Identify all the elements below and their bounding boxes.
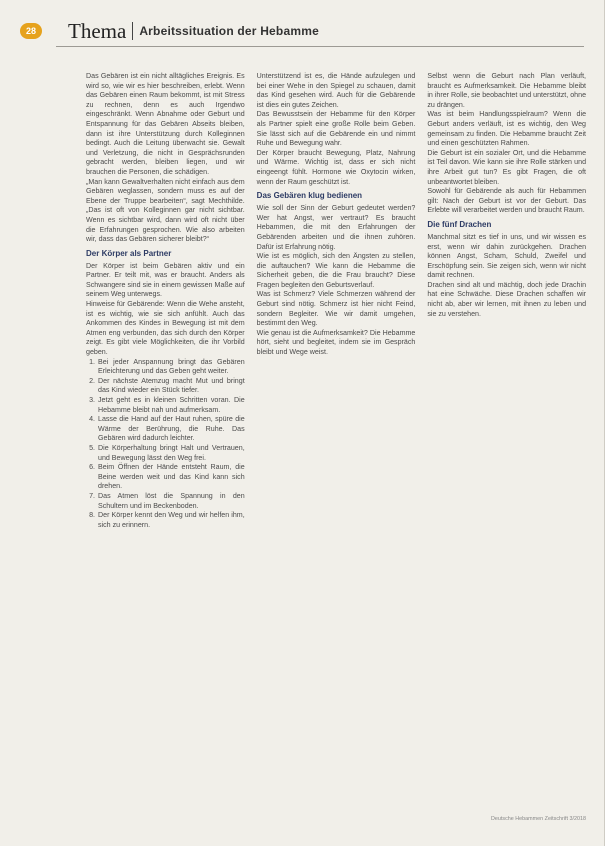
section-title: Arbeitssituation der Hebamme bbox=[139, 24, 319, 38]
topic-heading: Thema bbox=[68, 19, 127, 43]
subheading: Der Körper als Partner bbox=[86, 248, 172, 258]
paragraph: Selbst wenn die Geburt nach Plan verläuft, braucht es Aufmerksamkeit. Die Hebamme bleibt in ihrer Rolle, sie beobachtet und unterstützt, ohne zu drängen. bbox=[427, 72, 587, 109]
paragraph: Hinweise für Gebärende: Wenn die Wehe ansteht, ist es wichtig, wie sie sich anfühlt. Auch das Ankommen des Kindes in Bewegung ist mit dem Atmen eng verbunden, das sich durch den Körper zeigt. Es gibt viele Möglichkeiten, die ihr Vorbild geben. bbox=[86, 300, 245, 357]
column-1 bbox=[86, 72, 245, 810]
numbered-list bbox=[86, 358, 245, 531]
list-item: 4. Lasse die Hand auf der Haut ruhen, spüre die Wärme der Berührung, die Ruhe. Das Gebären wird dadurch leichter. bbox=[97, 415, 245, 444]
paragraph: Drachen sind alt und mächtig, doch jede Drachin hat eine Schwäche. Diese Drachen schaffen wir nicht ab, aber wir lernen, mit ihnen zu leben und sie zu verstehen. bbox=[427, 280, 587, 318]
article-columns bbox=[86, 72, 586, 810]
paragraph: Was ist beim Handlungsspielraum? Wenn die Geburt anders verläuft, ist es wichtig, den Weg gemeinsam zu finden. Die Hebamme braucht Zeit und einen geschützten Rahmen. bbox=[427, 110, 587, 148]
paragraph: Sowohl für Gebärende als auch für Hebammen gilt: Nach der Geburt ist vor der Geburt. Das Erlebte will verarbeitet werden und braucht Raum. bbox=[427, 187, 587, 215]
list-item: 8. Der Körper kennt den Weg und wir helfen ihm, sich zu erinnern. bbox=[97, 511, 245, 530]
paragraph: Manchmal sitzt es tief in uns, und wir wissen es erst, wenn wir dahin zurückgehen. Drachen können Angst, Scham, Schuld, Zweifel und Erschöpfung sein. Sie zeigen sich, wenn wir nicht damit rechnen. bbox=[427, 232, 587, 280]
list-item: 7. Das Atmen löst die Spannung in den Schultern und im Beckenboden. bbox=[97, 492, 245, 511]
paragraph: Unterstützend ist es, die Hände aufzulegen und bei einer Wehe in den Spiegel zu schauen, damit das Kind gesehen wird. Auch für die Gebärende ist dies ein gutes Zeichen. bbox=[256, 72, 416, 109]
paragraph: Das Bewusstsein der Hebamme für den Körper als Partner spielt eine große Rolle beim Geben. Sie lässt sich auf die Gebärende ein und nimmt Ruhe und Bewegung wahr. bbox=[256, 110, 416, 148]
page-edge bbox=[604, 0, 605, 846]
list-item: 2. Der nächste Atemzug macht Mut und bringt das Kind wieder ein Stück tiefer. bbox=[97, 377, 245, 396]
list-item: 1. Bei jeder Anspannung bringt das Gebären Erleichterung und das Geben geht weiter. bbox=[97, 358, 245, 377]
header-separator bbox=[132, 22, 133, 40]
paragraph: „Man kann Gewaltverhalten nicht einfach aus dem Gebären weglassen, sondern muss es auf der Ebene der Truppe bearbeiten“, sagt Mechthilde. „Das ist oft von Kolleginnen gar nicht sichtbar. Wenn es sichtbar wird, dann wird oft nicht über die Erfahrungen gesprochen. Wie also arbeiten wir, dass das Gebären sicherer bleibt?“ bbox=[86, 177, 245, 244]
footer-note: Deutsche Hebammen Zeitschrift 3/2018 bbox=[491, 816, 586, 822]
paragraph: Der Körper ist beim Gebären aktiv und ein Partner. Er teilt mit, was er braucht. Anders als Schwangere sind sie in einem gewissen Maße auf seinem Weg unterwegs. bbox=[86, 261, 245, 299]
paragraph: Wie genau ist die Aufmerksamkeit? Die Hebamme hört, sieht und begleitet, indem sie im Gespräch bleibt und Wege weist. bbox=[256, 328, 416, 357]
page-number: 28 bbox=[20, 23, 42, 39]
page-header bbox=[20, 20, 584, 42]
subheading: Die fünf Drachen bbox=[427, 219, 492, 229]
paragraph: Wie ist es möglich, sich den Ängsten zu stellen, die auftauchen? Wie kann die Hebamme die Sicherheit geben, die die Frau braucht? Diese Fragen begleiten den Geburtsverlauf. bbox=[256, 252, 416, 289]
header-rule bbox=[56, 46, 584, 47]
paragraph: Wie soll der Sinn der Geburt gedeutet werden? Wer hat Angst, wer vertraut? Es braucht Hebammen, die mit den Erfahrungen der Gebärenden arbeiten und die ihnen zuhören. Dafür ist Erfahrung nötig. bbox=[256, 204, 416, 251]
column-2 bbox=[257, 72, 416, 810]
page-footer bbox=[86, 816, 586, 826]
column-3 bbox=[427, 72, 586, 810]
list-item: 3. Jetzt geht es in kleinen Schritten voran. Die Hebamme bleibt nah und aufmerksam. bbox=[97, 396, 245, 415]
paragraph: Was ist Schmerz? Viele Schmerzen während der Geburt sind nötig. Schmerz ist hier nicht Feind, sondern Begleiter. Wie wir damit umgehen, bestimmt den Weg. bbox=[256, 290, 416, 328]
paragraph: Das Gebären ist ein nicht alltägliches Ereignis. Es wird so, wie wir es hier beschreiben, erlebt. Wenn das Gebären einen Raum bekommt, ist mit Stress zu rechnen, denn es auch Irgendwo eingeschränkt. Wenn Abnahme oder Geburt und Entspannung für das Gebären Abseits bleiben, dann ist ihre Unterstützung durch Kolleginnen bedingt. Auch die Leitung überwacht sie. Gewalt und Verletzung, die nicht in Gesprächsrunden gebracht werden, bleiben liegen, und wir brauchen die Personen, die schädigen. bbox=[86, 72, 245, 176]
subheading: Das Gebären klug bedienen bbox=[256, 191, 363, 201]
list-item: 5. Die Körperhaltung bringt Halt und Vertrauen, und Bewegung lässt den Weg frei. bbox=[97, 444, 245, 463]
list-item: 6. Beim Öffnen der Hände entsteht Raum, die Beine werden weit und das Kind kann sich drehen. bbox=[97, 463, 245, 492]
paragraph: Der Körper braucht Bewegung, Platz, Nahrung und Wärme. Wichtig ist, dass er sich nicht eingeengt fühlt. Hormone wie Oxytocin wirken, wenn der Raum geschützt ist. bbox=[256, 148, 416, 186]
paragraph: Die Geburt ist ein sozialer Ort, und die Hebamme ist Teil davon. Wie kann sie ihre Rolle stärken und ihre Arbeit gut tun? Es gibt Fragen, die oft unbeantwortet bleiben. bbox=[427, 148, 587, 186]
